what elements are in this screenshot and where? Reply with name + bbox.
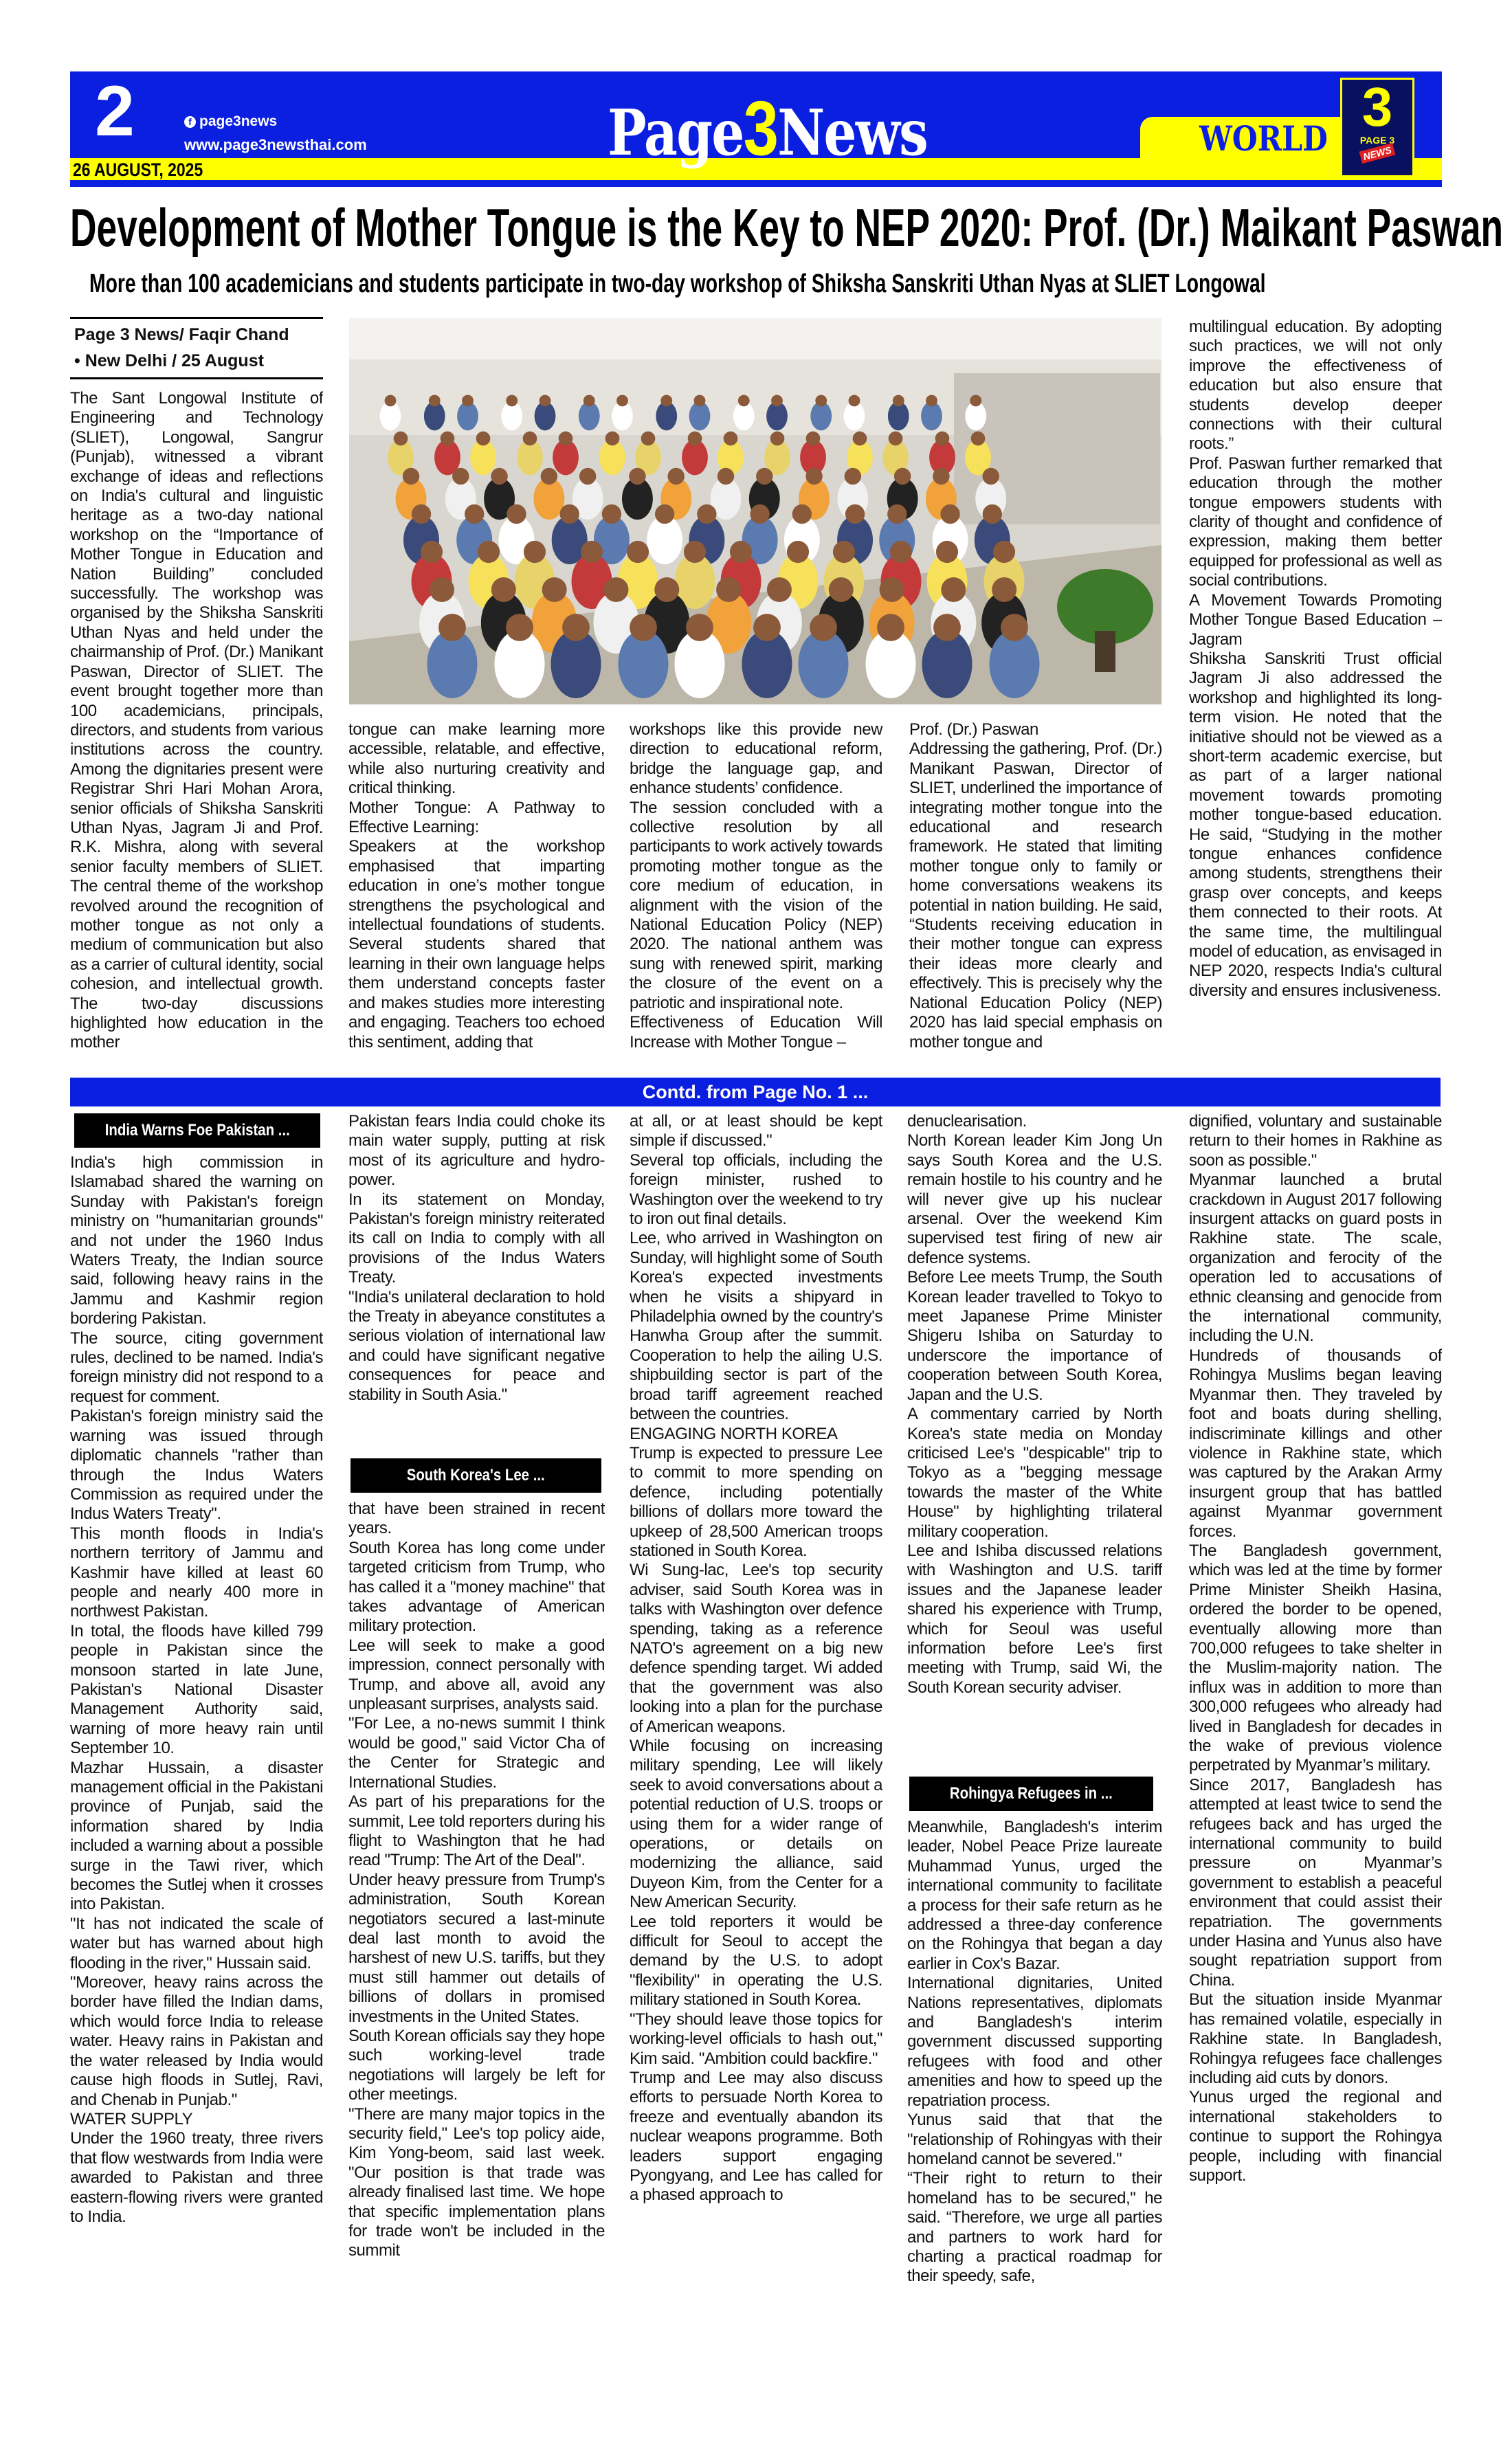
attendee-head [730,541,752,563]
paragraph: North Korean leader Kim Jong Un says South Korea and the U.S. remain hostile to his country and he will never give up his nuclear arsenal. Over the weekend Kim supervised test firing of new air defence systems. [907,1131,1162,1267]
facebook-label: page3news [199,113,278,129]
attendee-head [894,468,911,485]
paragraph: ENGAGING NORTH KOREA [630,1424,838,1443]
subheadline: More than 100 academicians and students participate in two-day workshop of Shiksha Sanskriti Uthan Nyas at SLIET Longowal [89,269,1266,298]
attendee-head [630,614,657,641]
paragraph: Yunus said that that the "relationship of Rohingyas with their homeland cannot be severed." [907,2111,1162,2168]
attendee-head [941,577,966,602]
paragraph: While focusing on increasing military spending, Lee will likely seek to avoid conversations about a potential reduction of U.S. troops or using them for a wider range of operations, or details on modernizing the alliance, said Duyeon Kim, from the Center for a New American Security. [630,1737,882,1912]
paragraph: Under the 1960 treaty, three rivers that flow westwards from India were awarded to Pakistan and three eastern-flowing rivers were granted to India. [70,2129,323,2226]
attendee-head [465,504,484,524]
attendee-head [849,395,860,407]
continued-banner: Contd. from Page No. 1 ... [70,1078,1441,1106]
lead-column-1 [70,389,323,1076]
paragraph: The session concluded with a collective resolution by all participants to work actively towards promoting mother tongue as the core medium of education, in alignment with the vision of the National Education Policy (NEP) 2020. The national anthem was sung with renewed spirit, marking the closure of the event on a patriotic and inspirational note. [630,798,882,1012]
masthead-left: Page [608,96,744,170]
paragraph: workshops like this provide new direction to educational reform, bridge the language gap, and enhance students’ confidence. [630,720,882,798]
paragraph: Yunus urged the regional and international stakeholders to continue to support the Rohingya people, including with financial support. [1189,2088,1442,2185]
paragraph: Pakistan fears India could choke its main water supply, putting at risk most of its agriculture and hydro-power. [348,1112,605,1190]
paragraph: "It has not indicated the scale of water but has warned about high flooding in the river," Hussain said. [70,1914,323,1972]
attendee-head [935,432,950,446]
attendee-head [890,541,912,563]
brand-logo [1340,78,1414,177]
paragraph: "They should leave those topics for working-level officials to hash out," Kim said. "Ambition could backfire." [630,2010,882,2068]
page-number: 2 [95,71,135,151]
paragraph: Effectiveness of Education Will Increase with Mother Tongue – [630,1013,882,1051]
section-heading-south-korea [351,1458,601,1493]
paragraph: Lee told reporters it would be difficult for Seoul to accept the demand by the U.S. to adopt "flexibility" in operating the U.S. military stationed in South Korea. [630,1912,882,2010]
attendee-head [616,395,628,407]
paragraph: "For Lee, a no-news summit I think would be good," said Victor Cha of the Center for Strategic and International Studies. [348,1714,605,1792]
attendee-head [452,468,469,485]
attendee-head [654,577,679,602]
paragraph: India's high commission in Islamabad shared the warning on Sunday with Pakistan's foreign ministry on "humanitarian grounds" and not under the 1960 Indus Waters Treaty, the Indian source said, following heavy rains in the Jammu and Kashmir region bordering Pakistan. [70,1153,323,1328]
attendee-head [806,432,821,446]
attendee-head [970,395,981,407]
attendee-head [412,504,431,524]
attendee-head [724,432,738,446]
attendee-head [833,541,855,563]
paragraph: The source, citing government rules, declined to be named. India's foreign ministry did not respond to a request for comment. [70,1328,323,1406]
paragraph: that have been strained in recent years. [348,1500,605,1538]
attendee-head [603,577,628,602]
attendee-head [993,541,1015,563]
section-heading-rohingya [909,1777,1153,1811]
attendee-head [770,432,785,446]
attendee-head [936,541,958,563]
paragraph: “Their right to return to their homeland has to be secured," he said. “Therefore, we urge all parties and partners to work hard for charting a practical roadmap for their speedy, safe, [907,2169,1162,2286]
section-heading-india-pakistan [74,1113,320,1148]
lead-column-2 [348,720,605,1076]
paragraph: Lee will seek to make a good impression, connect personally with Trump, and above all, avoid any unpleasant surprises, analysts said. [348,1636,605,1714]
attendee-head [421,541,443,563]
attendee-head [629,468,645,485]
paragraph: Lee and Ishiba discussed relations with Washington and U.S. tariff issues and the Japanese leader shared his experience with Trump, which for Seoul was useful information before Lee's first meeting with Trump, said Wi, the South Korean security adviser. [907,1541,1162,1697]
paragraph: at all, or at least should be kept simple if discussed." [630,1112,882,1150]
attendee-head [1001,614,1028,641]
attendee-head [887,504,907,524]
attendee-head [602,504,621,524]
attendee-head [562,614,590,641]
paragraph: But the situation inside Myanmar has remained volatile, especially in Rakhine state. In Bangladesh, Rohingya refugees face challenges including aid cuts by donors. [1189,1990,1442,2087]
masthead-logo [608,84,927,173]
workshop-photo [349,318,1161,704]
headline: Development of Mother Tongue is the Key to NEP 2020: Prof. (Dr.) Maikant Paswan [70,197,1503,258]
paragraph: Meanwhile, Bangladesh's interim leader, Nobel Peace Prize laureate Muhammad Yunus, urged the international community to facilitate a process for their safe return as he addressed a three-day conference on the Rohingya that began a day earlier in Cox's Bazar. [907,1818,1162,1973]
paragraph: Wi Sung-lac, Lee's top security adviser, said South Korea was in talks with Washington over defence spending, taking as a reference NATO's agreement on a big new defence spending target. Wi added that the government was also looking into a plan for the purchase of American weapons. [630,1561,882,1736]
attendee-head [462,395,474,407]
attendee-head [688,432,702,446]
heading-text: India Warns Foe Pakistan ... [104,1121,290,1139]
attendee-head [542,577,567,602]
attendee-head [940,504,959,524]
dateline: • New Delhi / 25 August [74,351,264,370]
attendee-head [880,577,904,602]
paragraph: dignified, voluntary and sustainable return to their homes in Rakhine as soon as possible." [1189,1112,1442,1170]
paragraph: tongue can make learning more accessible, relatable, and effective, while also nurturing creativity and critical thinking. [348,720,605,798]
attendee-head [660,395,672,407]
attendee-head [655,504,674,524]
bottom-column-2a [348,1112,605,1449]
attendee-head [750,504,769,524]
paragraph: A commentary carried by North Korea's state media on Monday criticised Lee's "despicable" trip to Tokyo as a "begging message towards the master of the White House" by highlighting trilateral military cooperation. [907,1405,1162,1541]
attendee-head [506,395,518,407]
masthead-right: News [777,96,928,170]
attendee-head [971,432,986,446]
byline: Page 3 News/ Faqir Chand [74,325,289,344]
paragraph: This month floods in India's northern territory of Jammu and Kashmir have killed at least 60 people and nearly 400 more in northwest Pakistan. [70,1524,323,1621]
attendee-head [889,432,903,446]
attendee-head [877,614,904,641]
bottom-column-4b [907,1818,1162,2387]
bottom-column-1 [70,1153,323,2387]
paragraph: International dignitaries, United Nations representatives, diplomats and Bangladesh's interim government discussed supporting refugees with food and other amenities and how to speed up the repatriation process. [907,1974,1162,2110]
lead-column-4 [909,720,1162,1076]
heading-text: South Korea's Lee ... [407,1466,545,1484]
attendee-head [982,468,999,485]
issue-date: 26 AUGUST, 2025 [73,159,203,180]
paragraph: Prof. (Dr.) Paswan [909,720,1038,739]
attendee-head [476,432,491,446]
paragraph: WATER SUPPLY [70,2109,193,2128]
paragraph: Before Lee meets Trump, the South Korean leader travelled to Tokyo to meet Japanese Prime Minister Shigeru Ishiba on Saturday to underscore the importance of cooperation between South Korea, Japan and the U.S. [907,1268,1162,1404]
lead-column-3 [630,720,882,1076]
attendee-head [853,432,867,446]
masthead-number: 3 [743,85,778,171]
attendee-head [403,468,419,485]
bottom-column-3 [630,1112,882,2387]
attendee-head [718,468,734,485]
paragraph: The Bangladesh government, which was led at the time by former Prime Minister Sheikh Hasina, ordered the border to be opened, eventually allowing more than 700,000 refugees to take shelter in the Muslim-majority nation. The influx was in addition to more than 300,000 refugees who already had lived in Bangladesh for decades in the wake of previous violence perpetrated by Myanmar’s military. [1189,1541,1442,1775]
attendee-head [438,614,466,641]
paragraph: In its statement on Monday, Pakistan's foreign ministry reiterated its call on India to comply with all provisions of the Indus Waters Treaty. [348,1190,605,1287]
attendee-head [686,614,713,641]
paragraph: "India's unilateral declaration to hold the Treaty in abeyance constitutes a serious violation of international law and could have significant negative consequences for peace and stability in South Asia." [348,1287,605,1404]
attendee-head [756,468,772,485]
paragraph: denuclearisation. [907,1112,1027,1131]
paragraph: Hundreds of thousands of Rohingya Muslims began leaving Myanmar then. They traveled by foot and boats during shelling, indiscriminate killings and other violence in Rakhine state, which was captured by the Arakan Army insurgent group that has battled against Myanmar government forces. [1189,1346,1442,1541]
attendee-head [491,577,516,602]
attendee-head [579,468,596,485]
paragraph: Mother Tongue: A Pathway to Effective Learning: [348,798,605,837]
bottom-column-4a [907,1112,1162,1772]
attendee-head [394,432,408,446]
attendee-head [845,504,865,524]
attendee-head [992,577,1016,602]
attendee-head [491,468,507,485]
attendee-head [771,395,783,407]
logo-text: PAGE 3 [1359,135,1395,146]
attendee-head [787,541,809,563]
attendee-head [507,504,526,524]
paragraph: Lee, who arrived in Washington on Sunday, will highlight some of South Korea's expected investments when he visits a shipyard in Philadelphia owned by the country's Hanwha Group after the summit. Cooperation to help the ailing U.S. shipbuilding sector is part of the broad tariff agreement reached between the countries. [630,1229,882,1424]
attendee-head [893,395,904,407]
paragraph: Myanmar launched a brutal crackdown in August 2017 following insurgent attacks on guard posts in Rakhine state. The scale, organization and ferocity of the operation led to accusations of ethnic cleansing and genocide from the international community, including the U.N. [1189,1170,1442,1346]
paragraph: Since 2017, Bangladesh has attempted at least twice to send the refugees back and has urged the international community to build pressure on Myanmar’s government to establish a peaceful environment that could assist their repatriation. The governments under Hasina and Yunus also have sought repatriation support from China. [1189,1775,1442,1990]
heading-text: Rohingya Refugees in ... [950,1784,1113,1803]
attendee-head [716,577,741,602]
attendee-head [829,577,854,602]
bottom-column-2b [348,1500,605,2387]
attendee-head [506,614,533,641]
attendee-head [738,395,750,407]
attendee-head [627,541,649,563]
paragraph: "Moreover, heavy rains across the border have filled the Indian dams, which would force India to release water. Heavy rains in Pakistan and the water released by India would cause high floods in Sutlej, Ravi, and Chenab in Punjab." [70,1973,323,2109]
paragraph: Prof. Paswan further remarked that education through the mother tongue empowers students with clarity of thought and confidence of expression, making them better equipped for professional as well as social contributions. [1189,454,1442,590]
bottom-column-5 [1189,1112,1442,2387]
paragraph: Pakistan's foreign ministry said the warning was issued through diplomatic channels "rather than through the Indus Waters Commission as required under the Indus Waters Treaty". [70,1407,323,1524]
attendee-head [792,504,812,524]
attendee-head [694,395,706,407]
attendee-head [697,504,716,524]
facebook-handle[interactable] [184,113,277,130]
paragraph: Shiksha Sanskriti Trust official Jagram Ji also addressed the workshop and highlighted its long-term vision. He noted that the initiative should not be viewed as a short-term academic exercise, but as part of a larger national movement towards promoting mother tongue-based education. He said, “Studying in the mother tongue enhances confidence among students, strengthens their grasp over concepts, and keeps them connected to their roots. At the same time, the multilingual model of education, as envisaged in NEP 2020, respects India's cultural diversity and ensures inclusiveness. [1189,649,1442,1000]
attendee-head [430,577,454,602]
paragraph: In total, the floods have killed 799 people in Pakistan since the monsoon started in late June, Pakistan's National Disaster Management Authority said, warning of more heavy rain until September 10. [70,1621,323,1758]
facebook-icon: f [184,116,196,128]
logo-number: 3 [1361,76,1393,137]
paragraph: Mazhar Hussain, a disaster management official in the Pakistani province of Punjab, said the information shared by India included a warning about a possible surge in the Tawi river, which becomes the Sutlej when it crosses into Pakistan. [70,1758,323,1914]
attendee-head [581,541,603,563]
attendee-head [523,432,537,446]
attendee-head [559,432,573,446]
lead-column-5 [1189,318,1442,1076]
attendee-head [540,395,551,407]
attendee-head [684,541,706,563]
logo-news: NEWS [1359,143,1396,164]
attendee-head [805,468,822,485]
attendee-head [845,468,861,485]
paragraph: Several top officials, including the foreign minister, rushed to Washington over the weekend to try to iron out final details. [630,1150,882,1229]
paragraph: Trump and Lee may also discuss efforts to persuade North Korea to freeze and eventually abandon its nuclear weapons programme. Both leaders support engaging Pyongyang, and Lee has called for a phased approach to [630,2068,882,2205]
attendee-head [667,468,684,485]
attendee-head [933,614,961,641]
paragraph: South Korean officials say they hope such working-level trade negotiations will largely be left for other meetings. [348,2026,605,2104]
paragraph: "There are many major topics in the security field," Lee's top policy aide, Kim Yong-beom, said last week. "Our position is that trade was already finalised last time. We hope that specific implementation plans for trade won't be included in the summit [348,2104,605,2260]
paragraph: Trump is expected to pressure Lee to commit to more spending on defence, including potentially billions of dollars more toward the upkeep of 28,500 American troops stationed in South Korea. [630,1443,882,1560]
attendee-head [933,468,949,485]
paragraph: Under heavy pressure from Trump's administration, South Korean negotiators secured a last-minute deal last month to avoid the harshest of new U.S. tariffs, but they must still hammer out details of billions of dollars in promised investments in the United States. [348,1870,605,2026]
attendee-head [753,614,781,641]
website-link[interactable]: www.page3newsthai.com [184,136,367,153]
attendee-head [441,432,455,446]
paragraph: As part of his preparations for the summit, Lee told reporters during his flight to Washington that he had read "Trump: The Art of the Deal". [348,1792,605,1870]
attendee-head [641,432,656,446]
attendee-head [560,504,579,524]
paragraph: Addressing the gathering, Prof. (Dr.) Manikant Paswan, Director of SLIET, underlined the importance of integrating mother tongue into the educational and research framework. He stated that limiting mother tongue only to family or home conversations weakens its potential in nation building. He said, “Students receiving education in their mother tongue can express their ideas more clearly and effectively. This is precisely why the National Education Policy (NEP) 2020 has laid special emphasis on mother tongue and [909,739,1162,1051]
paragraph: A Movement Towards Promoting Mother Tongue Based Education – Jagram [1189,590,1442,649]
attendee-head [583,395,595,407]
attendee-head [524,541,546,563]
attendee-head [810,614,837,641]
attendee-head [385,395,397,407]
byline-box [70,317,323,379]
attendee-head [429,395,441,407]
attendee-head [478,541,500,563]
attendee-head [605,432,620,446]
attendee-head [926,395,937,407]
paragraph: multilingual education. By adopting such practices, we will not only improve the effectiveness of education but also ensure that students develop deeper connections with their cultural roots.” [1189,318,1442,454]
attendee-head [815,395,827,407]
paragraph: The Sant Longowal Institute of Engineering and Technology (SLIET), Longowal, Sangrur (Punjab), witnessed a vibrant exchange of ideas and reflections on India's cultural and linguistic heritage as a two-day national workshop on the “Importance of Mother Tongue in Education and Nation Building” concluded successfully. The workshop was organised by the Shiksha Sanskriti Uthan Nyas and held under the chairmanship of Prof. (Dr.) Manikant Paswan, Director of SLIET. The event brought together more than 100 academicians, principals, directors, and students from various institutions across the country. Among the dignitaries present were Registrar Shri Hari Mohan Arora, senior officials of Shiksha Sanskriti Uthan Nyas, Jagram Ji and Prof. R.K. Mishra, along with several senior faculty members of SLIET. The central theme of the workshop revolved around the recognition of mother tongue as not only a medium of communication but also as a carrier of cultural identity, social cohesion, and intellectual growth. The two-day discussions highlighted how education in the mother [70,389,323,1052]
paragraph: Speakers at the workshop emphasised that imparting education in one’s mother tongue strengthens the psychological and intellectual foundations of students. Several students shared that learning in their own language helps them understand concepts faster and makes studies more interesting and engaging. Teachers too echoed this sentiment, adding that [348,837,605,1051]
attendee-head [541,468,557,485]
section-label: WORLD [1199,118,1328,159]
attendee-head [767,577,792,602]
paragraph: South Korea has long come under targeted criticism from Trump, who has called it a "money machine" that takes advantage of American military protection. [348,1538,605,1636]
attendee-head [983,504,1002,524]
